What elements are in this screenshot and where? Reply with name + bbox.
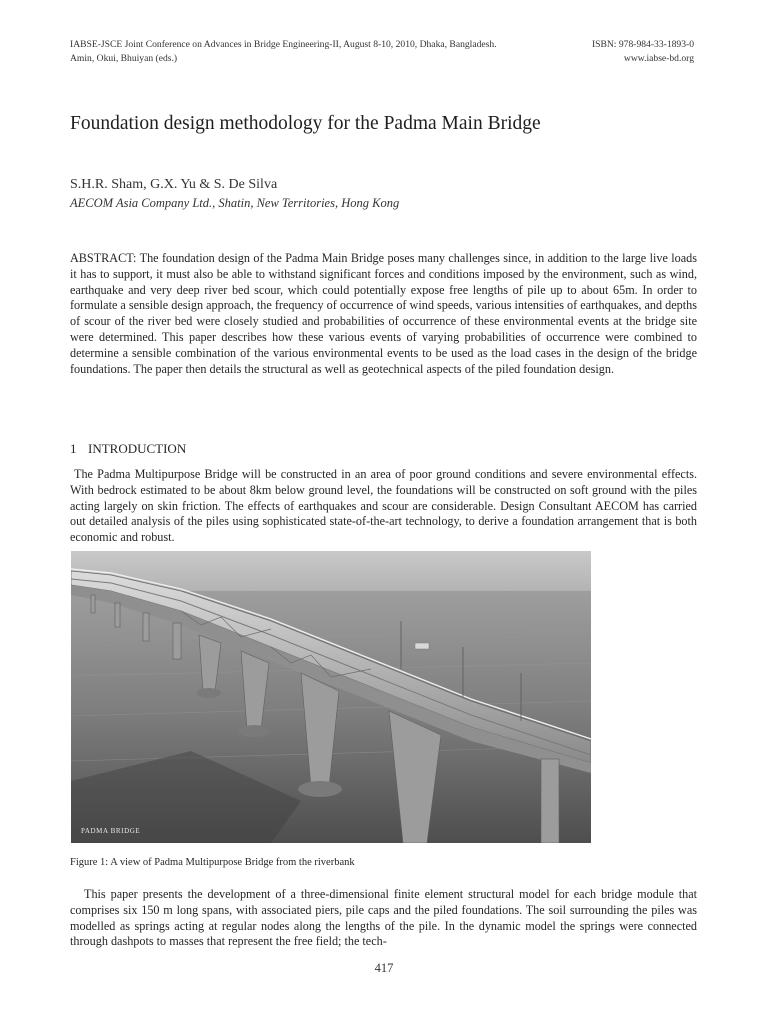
running-header-left [70,38,497,66]
website-link[interactable]: www.iabse-bd.org [623,53,694,64]
paper-authors: S.H.R. Sham, G.X. Yu & S. De Silva [70,177,278,192]
figure-watermark: PADMA BRIDGE [81,827,141,835]
page-number: 417 [374,961,394,975]
section-title: INTRODUCTION [88,441,187,456]
running-header-right [592,38,694,66]
abstract-label: ABSTRACT: [70,251,137,265]
paper-title: Foundation design methodology for the Padma Main Bridge [70,113,541,134]
bridge-figure-image [71,551,591,843]
section-number: 1 [70,441,77,456]
abstract-paragraph [70,251,697,377]
bridge-render-illustration [71,551,591,843]
editors-line: Amin, Okui, Bhuiyan (eds.) [70,53,178,64]
body-paragraph-text: This paper presents the development of a three-dimensional finite element structural model for each bridge module that comprises six 150 m long spans, with associated piers, pile caps and the piled foundations. The soil surrounding the piles was modelled as springs acting at regular nodes along the lengths of the pile. In the dynamic model the springs were connected through dashpots to masses that represent the free field; the tech- [70,887,697,949]
conference-line: IABSE-JSCE Joint Conference on Advances in Bridge Engineering-II, August 8-10, 2010, Dhaka, Bangladesh. [70,39,497,50]
body-paragraph [70,887,697,950]
paper-affiliation: AECOM Asia Company Ltd., Shatin, New Territories, Hong Kong [70,196,400,210]
abstract-text: The foundation design of the Padma Main Bridge poses many challenges since, in addition to the large live loads it has to support, it must also be able to withstand significant forces and conditions imposed by the environment, such as wind, earthquake and very deep river bed scour, which could potentially expose free lengths of pile up to about 65m. In order to formulate a sensible design approach, the frequency of occurrence of wind speeds, various intensities of earthquakes, and depths of scour of the river bed were closely studied and probabilities of occurrence of these environmental events at the bridge site were determined. This paper describes how these various events of varying probabilities of occurrence were combined to determine a sensible combination of the various environmental events to be used as the load cases in the design of the bridge foundations. The paper then details the structural as well as geotechnical aspects of the piled foundation design. [70,251,698,376]
introduction-paragraph: The Padma Multipurpose Bridge will be constructed in an area of poor ground conditions and severe environmental effects. With bedrock estimated to be about 8km below ground level, the foundations will be constructed on soft ground with the piles acting largely on skin friction. The effects of earthquakes and scour are considerable. Design Consultant AECOM has carried out detailed analysis of the piles using sophisticated state-of-the-art technology, to derive a foundation arrangement that is both economic and robust. [70,467,697,545]
section-heading-introduction [70,441,186,457]
figure-caption: Figure 1: A view of Padma Multipurpose Bridge from the riverbank [70,857,355,868]
isbn-line: ISBN: 978-984-33-1893-0 [591,39,694,50]
